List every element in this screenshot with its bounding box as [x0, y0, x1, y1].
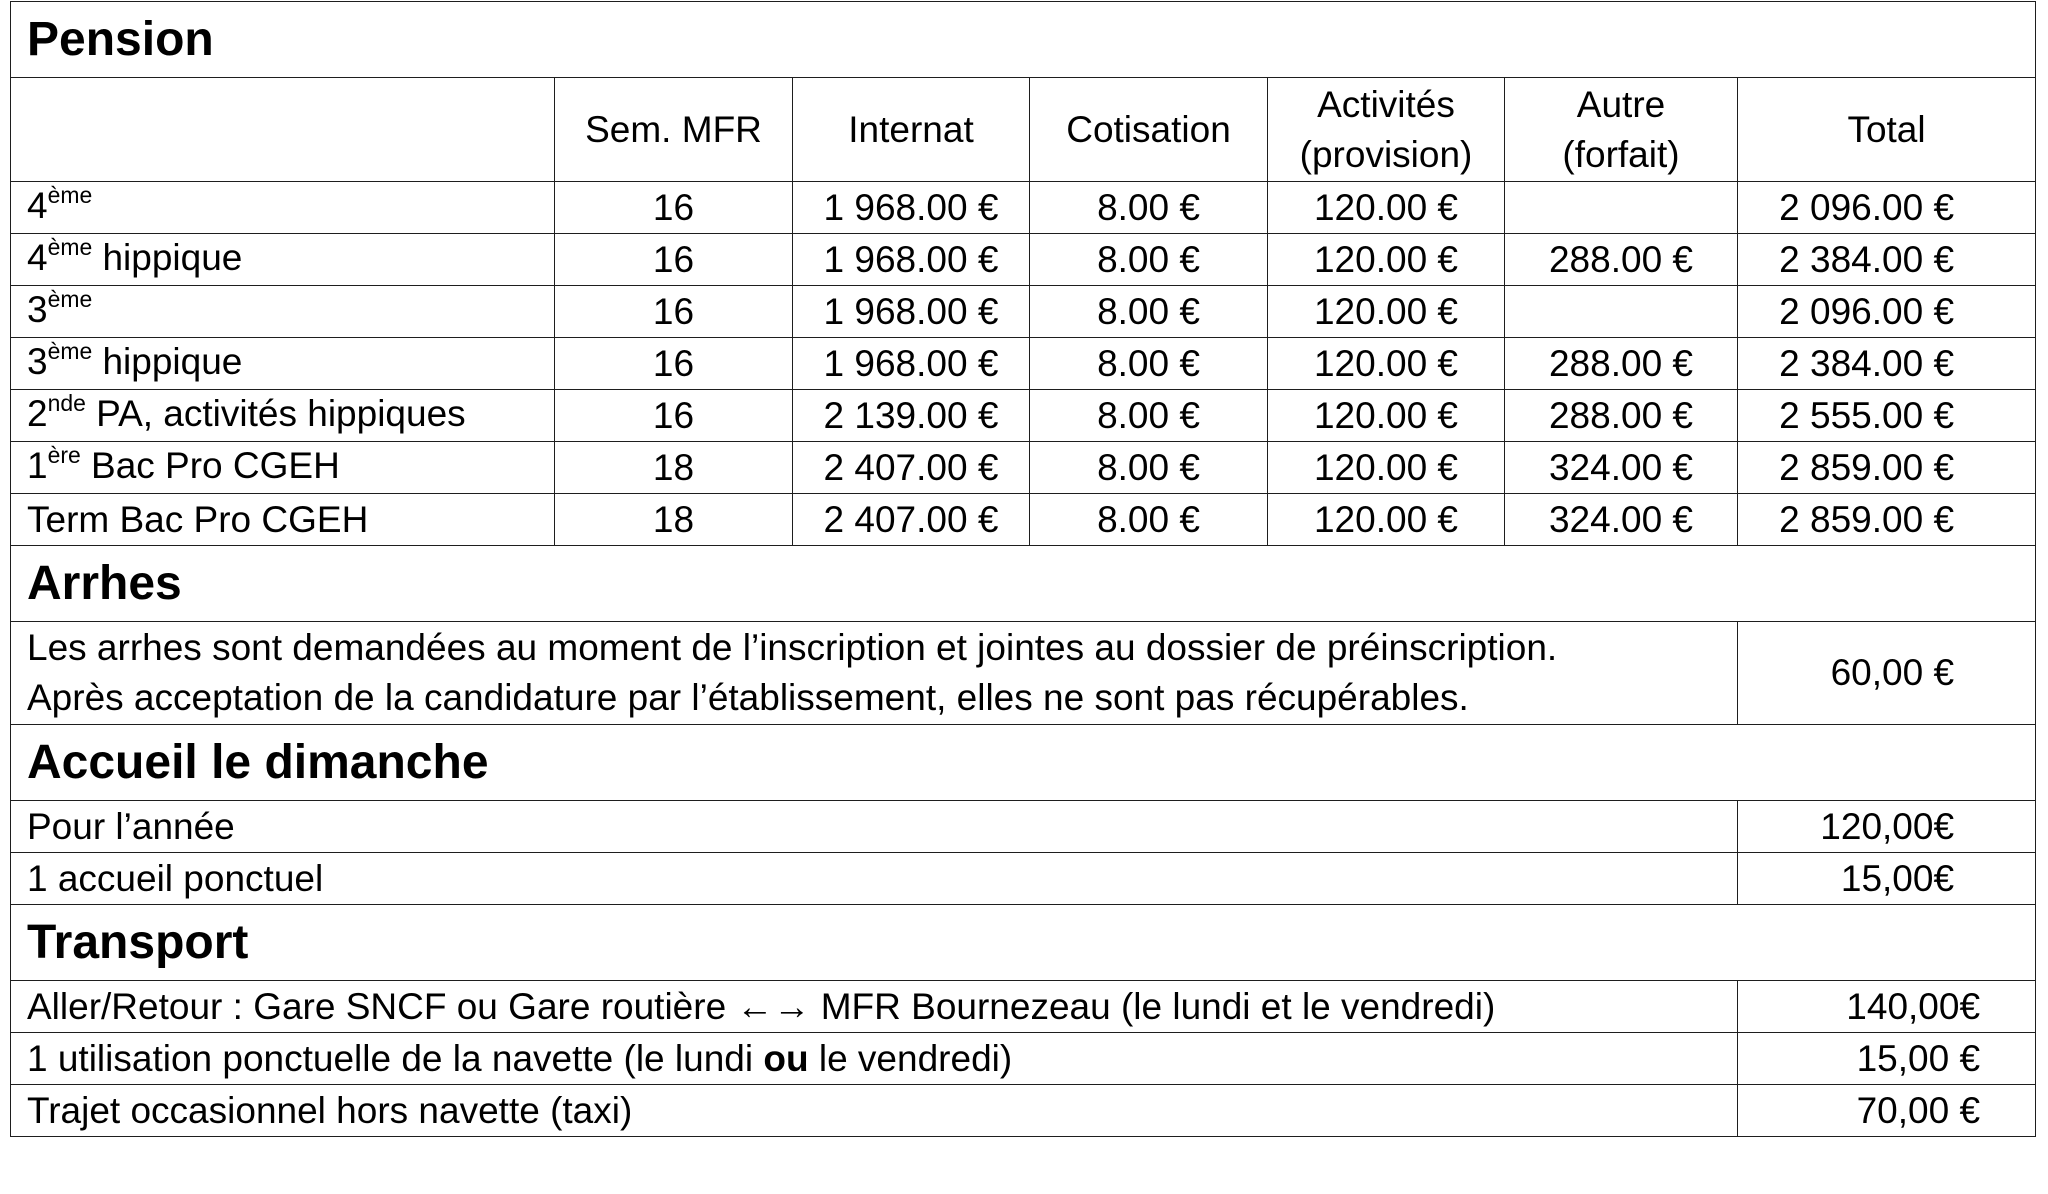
- row-label-suffix: PA, activités hippiques: [85, 392, 466, 434]
- arrhes-line-1: Les arrhes sont demandées au moment de l’inscription et jointes au dossier de préinscription.: [27, 627, 1558, 668]
- cell-autre: 324.00 €: [1505, 442, 1738, 494]
- arrhes-description: [11, 622, 1738, 725]
- row-label-base: 2: [27, 392, 48, 434]
- row-label: [11, 286, 555, 338]
- cell-activites: 120.00 €: [1268, 442, 1505, 494]
- row-label-base: 4: [27, 236, 48, 278]
- column-header-row: [11, 78, 2036, 182]
- row-label: [11, 390, 555, 442]
- cell-internat: 1 968.00 €: [793, 338, 1030, 390]
- transport-amount: 140,00€: [1738, 981, 2036, 1033]
- row-label-base: 3: [27, 288, 48, 330]
- col-header-autre: [1505, 78, 1738, 182]
- row-label-superscript: ème: [47, 182, 93, 209]
- cell-cotisation: 8.00 €: [1030, 442, 1268, 494]
- cell-total: 2 384.00 €: [1738, 234, 2036, 286]
- table-row: [11, 338, 2036, 390]
- table-row: [11, 853, 2036, 905]
- cell-autre: 288.00 €: [1505, 234, 1738, 286]
- section-title-arrhes: Arrhes: [11, 546, 2036, 622]
- cell-activites: 120.00 €: [1268, 338, 1505, 390]
- row-label-base: 3: [27, 340, 48, 382]
- col-header-activites-line1: Activités: [1317, 83, 1455, 125]
- row-label: [11, 338, 555, 390]
- cell-total: 2 555.00 €: [1738, 390, 2036, 442]
- row-label-superscript: ère: [47, 442, 81, 469]
- cell-total: 2 096.00 €: [1738, 286, 2036, 338]
- tariffs-table: [10, 1, 2036, 1137]
- row-label-suffix: Bac Pro CGEH: [80, 444, 340, 486]
- section-title-transport: Transport: [11, 905, 2036, 981]
- table-row: [11, 801, 2036, 853]
- cell-internat: 1 968.00 €: [793, 234, 1030, 286]
- section-title-accueil: Accueil le dimanche: [11, 725, 2036, 801]
- row-label: [11, 234, 555, 286]
- cell-cotisation: 8.00 €: [1030, 182, 1268, 234]
- cell-cotisation: 8.00 €: [1030, 286, 1268, 338]
- col-header-activites-line2: (provision): [1299, 133, 1473, 175]
- arrhes-amount: 60,00 €: [1738, 622, 2036, 725]
- section-title-pension: Pension: [11, 2, 2036, 78]
- cell-cotisation: 8.00 €: [1030, 390, 1268, 442]
- table-row: [11, 1033, 2036, 1085]
- cell-activites: 120.00 €: [1268, 494, 1505, 546]
- cell-internat: 2 407.00 €: [793, 442, 1030, 494]
- cell-activites: 120.00 €: [1268, 234, 1505, 286]
- accueil-label: Pour l’année: [11, 801, 1738, 853]
- row-label-superscript: ème: [47, 338, 93, 365]
- table-row: [11, 234, 2036, 286]
- cell-activites: 120.00 €: [1268, 390, 1505, 442]
- cell-total: 2 096.00 €: [1738, 182, 2036, 234]
- cell-sem-mfr: 18: [555, 494, 793, 546]
- arrhes-row: [11, 622, 2036, 725]
- row-label: [11, 442, 555, 494]
- row-label-suffix: hippique: [92, 340, 243, 382]
- cell-total: 2 384.00 €: [1738, 338, 2036, 390]
- section-header-arrhes: [11, 546, 2036, 622]
- transport-amount: 70,00 €: [1738, 1085, 2036, 1137]
- row-label-base: 1: [27, 444, 48, 486]
- transport-label: Trajet occasionnel hors navette (taxi): [11, 1085, 1738, 1137]
- section-header-pension: [11, 2, 2036, 78]
- col-header-total: Total: [1738, 78, 2036, 182]
- cell-activites: 120.00 €: [1268, 182, 1505, 234]
- cell-total: 2 859.00 €: [1738, 442, 2036, 494]
- row-label-superscript: ème: [47, 286, 93, 313]
- transport-label-part-2: le vendredi): [808, 1037, 1013, 1079]
- cell-cotisation: 8.00 €: [1030, 494, 1268, 546]
- cell-autre: [1505, 286, 1738, 338]
- row-label-superscript: ème: [47, 234, 93, 261]
- transport-label: [11, 1033, 1738, 1085]
- cell-activites: 120.00 €: [1268, 286, 1505, 338]
- transport-amount: 15,00 €: [1738, 1033, 2036, 1085]
- transport-label-part-1: 1 utilisation ponctuelle de la navette (le lundi: [27, 1037, 764, 1079]
- cell-cotisation: 8.00 €: [1030, 234, 1268, 286]
- transport-label-emphasis: ou: [763, 1037, 809, 1079]
- cell-cotisation: 8.00 €: [1030, 338, 1268, 390]
- row-label: [11, 182, 555, 234]
- cell-internat: 1 968.00 €: [793, 182, 1030, 234]
- col-header-activites: [1268, 78, 1505, 182]
- cell-internat: 1 968.00 €: [793, 286, 1030, 338]
- table-row: [11, 286, 2036, 338]
- col-header-autre-line1: Autre: [1576, 83, 1666, 125]
- cell-internat: 2 139.00 €: [793, 390, 1030, 442]
- cell-sem-mfr: 16: [555, 286, 793, 338]
- col-header-empty: [11, 78, 555, 182]
- col-header-autre-line2: (forfait): [1562, 133, 1680, 175]
- col-header-cotisation: Cotisation: [1030, 78, 1268, 182]
- cell-autre: 288.00 €: [1505, 338, 1738, 390]
- cell-sem-mfr: 16: [555, 338, 793, 390]
- cell-sem-mfr: 18: [555, 442, 793, 494]
- accueil-amount: 15,00€: [1738, 853, 2036, 905]
- table-row: [11, 981, 2036, 1033]
- table-row: [11, 442, 2036, 494]
- cell-sem-mfr: 16: [555, 234, 793, 286]
- row-label: Term Bac Pro CGEH: [11, 494, 555, 546]
- table-row: [11, 1085, 2036, 1137]
- cell-autre: 324.00 €: [1505, 494, 1738, 546]
- row-label-base: 4: [27, 184, 48, 226]
- accueil-label: 1 accueil ponctuel: [11, 853, 1738, 905]
- row-label-superscript: nde: [47, 390, 86, 417]
- transport-label: Aller/Retour : Gare SNCF ou Gare routière ←→ MFR Bournezeau (le lundi et le vendredi): [11, 981, 1738, 1033]
- row-label-suffix: hippique: [92, 236, 243, 278]
- section-header-accueil: [11, 725, 2036, 801]
- arrhes-line-2: Après acceptation de la candidature par l’établissement, elles ne sont pas récupérables.: [27, 677, 1469, 718]
- cell-internat: 2 407.00 €: [793, 494, 1030, 546]
- cell-autre: [1505, 182, 1738, 234]
- col-header-internat: Internat: [793, 78, 1030, 182]
- col-header-sem-mfr: Sem. MFR: [555, 78, 793, 182]
- table-row: [11, 182, 2036, 234]
- cell-total: 2 859.00 €: [1738, 494, 2036, 546]
- cell-sem-mfr: 16: [555, 182, 793, 234]
- table-row: [11, 494, 2036, 546]
- cell-sem-mfr: 16: [555, 390, 793, 442]
- cell-autre: 288.00 €: [1505, 390, 1738, 442]
- accueil-amount: 120,00€: [1738, 801, 2036, 853]
- section-header-transport: [11, 905, 2036, 981]
- table-row: [11, 390, 2036, 442]
